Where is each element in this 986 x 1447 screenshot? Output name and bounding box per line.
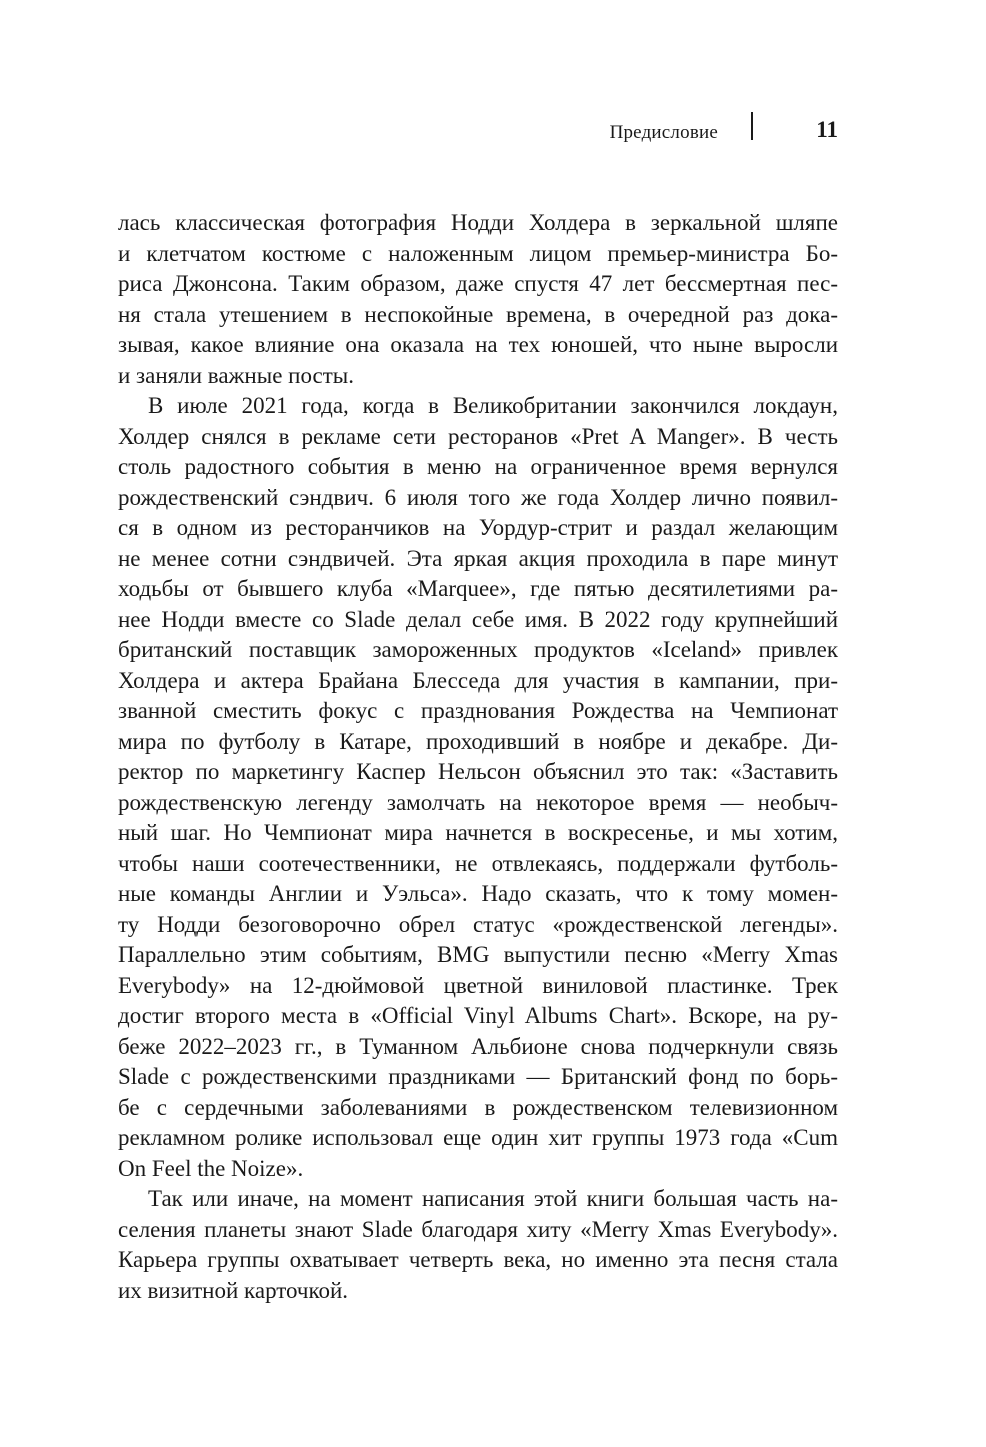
text-line: Так или иначе, на момент написания этой книги большая часть на- xyxy=(148,1186,838,1211)
text-line: бе с сердечными заболеваниями в рождественском телевизионном xyxy=(118,1094,838,1120)
text-line: Параллельно этим событиям, BMG выпустили песню «Merry Xmas xyxy=(118,942,838,967)
text-line: Холдер снялся в рекламе сети ресторанов «Pret A Manger». В честь xyxy=(118,423,838,449)
text-line: ходьбы от бывшего клуба «Marquee», где пятью десятилетиями ра- xyxy=(118,576,838,601)
paragraph xyxy=(118,391,838,1184)
text-line: ту Нодди безоговорочно обрел статус «рождественской легенды». xyxy=(118,911,838,937)
text-line: ся в одном из ресторанчиков на Уордур-стрит и раздал желающим xyxy=(118,515,838,540)
text-line: нее Нодди вместе со Slade делал себе имя. В 2022 году крупнейший xyxy=(118,606,838,632)
text-line: рождественскую легенду замолчать на некоторое время — необыч- xyxy=(118,789,838,815)
paragraph xyxy=(118,1184,838,1306)
text-line: чтобы наши соотечественники, не отвлекаясь, поддержали футболь- xyxy=(118,850,838,876)
text-line: рекламном ролике использовал еще один хит группы 1973 года «Cum xyxy=(118,1125,838,1150)
text-line: званной сместить фокус с празднования Рождества на Чемпионат xyxy=(118,698,838,723)
text-line: и заняли важные посты. xyxy=(118,362,354,388)
text-line: мира по футболу в Катаре, проходивший в ноябре и декабре. Ди- xyxy=(118,728,838,754)
header-divider xyxy=(751,112,753,140)
text-line: Slade с рождественскими праздниками — Британский фонд по борь- xyxy=(118,1064,838,1089)
text-line: ные команды Англии и Уэльса». Надо сказать, что к тому момен- xyxy=(118,881,838,906)
text-line: В июле 2021 года, когда в Великобритании закончился локдаун, xyxy=(148,393,838,418)
text-line: рождественский сэндвич. 6 июля того же года Холдер лично появил- xyxy=(118,484,838,510)
text-line: британский поставщик замороженных продуктов «Iceland» привлек xyxy=(118,637,838,662)
text-line: ректор по маркетингу Каспер Нельсон объяснил это так: «Заставить xyxy=(118,759,838,784)
text-line: ный шаг. Но Чемпионат мира начнется в воскресенье, и мы хотим, xyxy=(118,820,838,845)
section-title: Предисловие xyxy=(609,122,718,143)
text-line: селения планеты знают Slade благодаря хиту «Merry Xmas Everybody». xyxy=(118,1216,838,1242)
body-text xyxy=(118,208,838,1306)
paragraph xyxy=(118,208,838,391)
text-line: столь радостного события в меню на ограниченное время вернулся xyxy=(118,454,838,479)
text-line: риса Джонсона. Таким образом, даже спустя 47 лет бессмертная пес- xyxy=(118,271,838,296)
text-line: не менее сотни сэндвичей. Эта яркая акция проходила в паре минут xyxy=(118,545,838,571)
page-number: 11 xyxy=(816,117,838,142)
text-line: Холдера и актера Брайана Блесседа для участия в кампании, при- xyxy=(118,667,838,693)
text-line: лась классическая фотография Нодди Холдера в зеркальной шляпе xyxy=(118,210,838,235)
text-line: беже 2022–2023 гг., в Туманном Альбионе снова подчеркнули связь xyxy=(118,1033,838,1059)
running-head xyxy=(0,112,986,152)
text-line: ня стала утешением в неспокойные времена, в очередной раз дока- xyxy=(118,301,838,327)
text-line: и клетчатом костюме с наложенным лицом премьер-министра Бо- xyxy=(118,240,838,266)
text-line: Карьера группы охватывает четверть века, но именно эта песня стала xyxy=(118,1247,838,1272)
text-line: Everybody» на 12-дюймовой цветной виниловой пластинке. Трек xyxy=(118,972,838,998)
text-line: зывая, какое влияние она оказала на тех юношей, что ныне выросли xyxy=(118,332,838,357)
text-line: On Feel the Noize». xyxy=(118,1155,304,1181)
text-line: достиг второго места в «Official Vinyl Albums Chart». Вскоре, на ру- xyxy=(118,1003,838,1028)
text-line: их визитной карточкой. xyxy=(118,1277,349,1303)
